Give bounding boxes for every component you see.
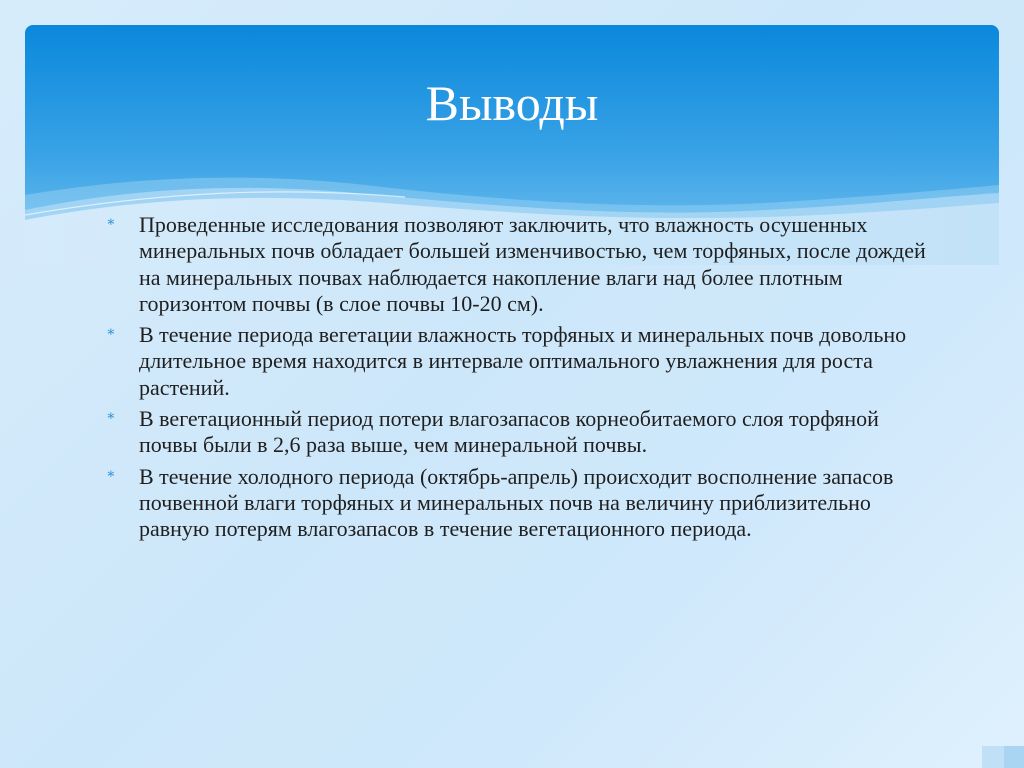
asterisk-bullet-icon: ∗ [106,215,116,230]
bullet-text: В вегетационный период потери влагозапасов корнеобитаемого слоя торфяной почвы были в 2,6 раза выше, чем минеральной почвы. [139,406,879,458]
asterisk-bullet-icon: ∗ [106,466,116,482]
list-item [106,464,926,543]
bullet-list [106,212,926,548]
bullet-text: В течение холодного периода (октябрь-апрель) происходит восполнение запасов почвенной влаги торфяных и минеральных почв на величину приблизительно равную потерям влагозапасов в течение вегетационного периода. [139,463,894,542]
corner-decoration-inner [1004,746,1024,768]
asterisk-bullet-icon: ∗ [106,325,116,341]
slide-title: Выводы [425,75,599,131]
corner-decoration [982,746,1024,768]
list-item [106,322,926,401]
asterisk-bullet-icon: ∗ [106,409,116,425]
bullet-text: Проведенные исследования позволяют заключить, что влажность осушенных минеральных почв обладает большей изменчивостью, чем торфяных, после дождей на минеральных почвах наблюдается накопление влаги над более плотным горизонтом почвы (в слое почвы 10-20 см). [139,212,926,316]
list-item [106,406,926,459]
list-item [106,212,926,317]
bullet-text: В течение периода вегетации влажность торфяных и минеральных почв довольно длительное время находится в интервале оптимального увлажнения для роста растений. [139,322,907,400]
